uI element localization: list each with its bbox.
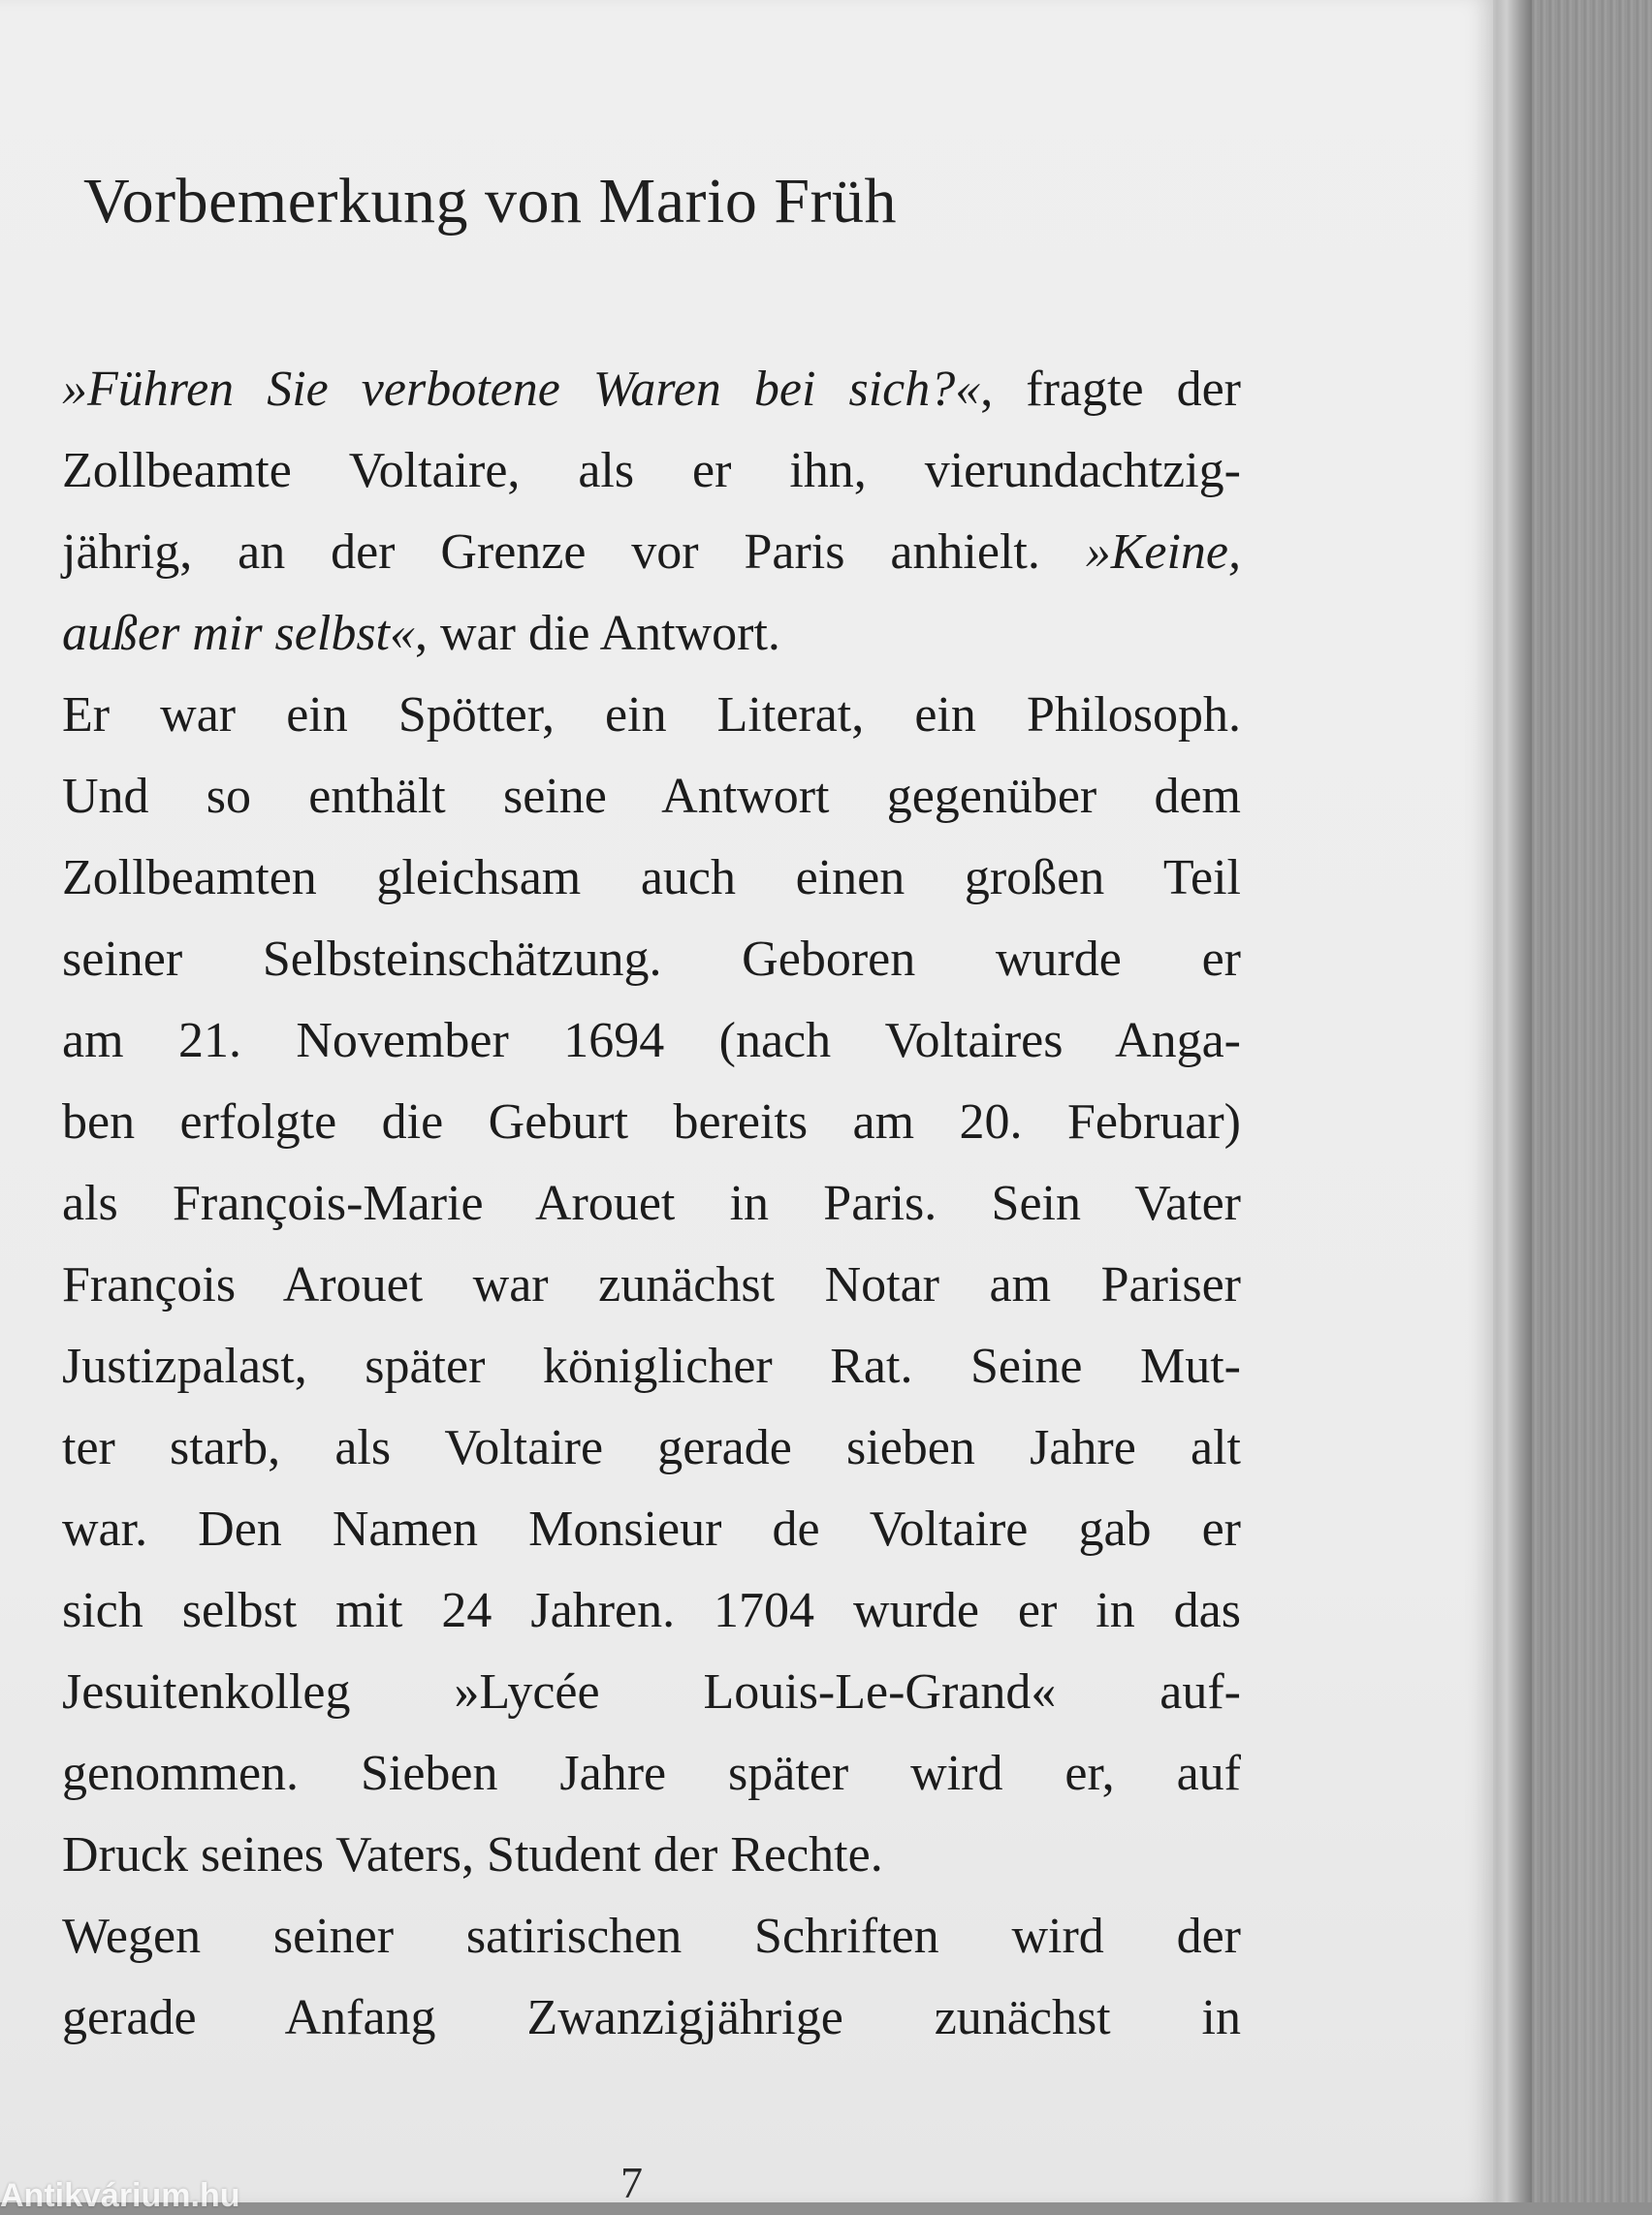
text-line: außer mir selbst«, war die Antwort. (62, 606, 780, 661)
text-line: am 21. November 1694 (nach Voltaires Anga- (62, 1013, 1241, 1068)
body-text (62, 349, 1241, 2059)
text-line: Zollbeamten gleichsam auch einen großen Teil (62, 850, 1241, 905)
text-line: genommen. Sieben Jahre später wird er, auf (62, 1746, 1241, 1801)
text-line: François Arouet war zunächst Notar am Pariser (62, 1257, 1241, 1313)
text-line: sich selbst mit 24 Jahren. 1704 wurde er in das (62, 1583, 1241, 1638)
italic-quote: außer mir selbst« (62, 606, 415, 661)
text-line: Zollbeamte Voltaire, als er ihn, vierundachtzig- (62, 443, 1241, 498)
text-line: ben erfolgte die Geburt bereits am 20. Februar) (62, 1094, 1241, 1150)
text-line: jährig, an der Grenze vor Paris anhielt. »Keine, (62, 524, 1241, 580)
text-line: war. Den Namen Monsieur de Voltaire gab er (62, 1502, 1241, 1557)
text-line: Wegen seiner satirischen Schriften wird der (62, 1909, 1241, 1964)
text-line: Und so enthält seine Antwort gegenüber dem (62, 769, 1241, 824)
text-line: Jesuitenkolleg »Lycée Louis-Le-Grand« auf- (62, 1664, 1241, 1720)
text-line: als François-Marie Arouet in Paris. Sein Vater (62, 1176, 1241, 1231)
italic-quote: »Führen Sie verbotene Waren bei sich?« (62, 362, 981, 417)
chapter-heading: Vorbemerkung von Mario Früh (83, 166, 898, 237)
watermark: Antikvárium.hu (0, 2177, 240, 2214)
background-surface (1512, 0, 1652, 2202)
page-number: 7 (620, 2158, 643, 2207)
italic-quote: »Keine, (1085, 524, 1241, 580)
text-line: ter starb, als Voltaire gerade sieben Jahre alt (62, 1420, 1241, 1475)
text-line: Er war ein Spötter, ein Literat, ein Philosoph. (62, 687, 1241, 743)
text-line: seiner Selbsteinschätzung. Geboren wurde er (62, 932, 1241, 987)
text-line: gerade Anfang Zwanzigjährige zunächst in (62, 1990, 1241, 2045)
text-line: Druck seines Vaters, Student der Rechte. (62, 1827, 883, 1883)
text-line: Justizpalast, später königlicher Rat. Seine Mut- (62, 1339, 1241, 1394)
text-line: »Führen Sie verbotene Waren bei sich?«, fragte der (62, 362, 1242, 417)
